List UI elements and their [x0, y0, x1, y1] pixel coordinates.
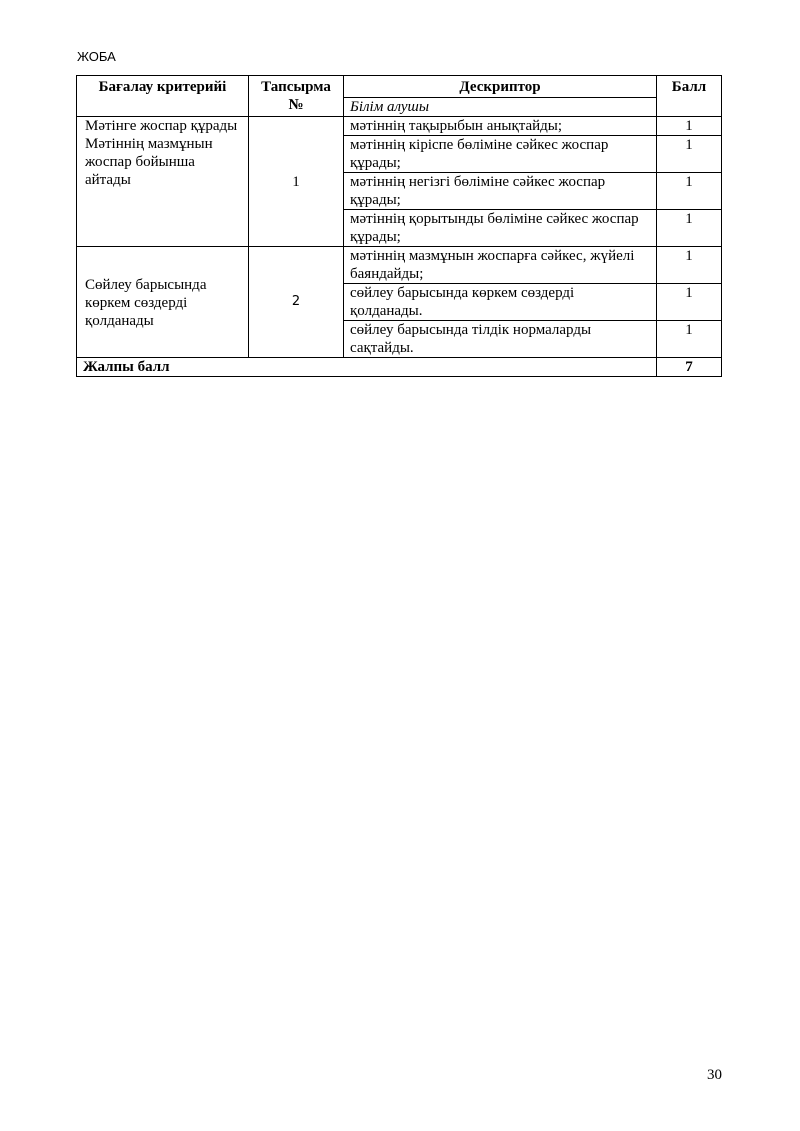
- score-cell: 1: [657, 284, 722, 321]
- assessment-rubric-table: [76, 75, 722, 377]
- score-cell: 1: [657, 321, 722, 358]
- score-cell: 1: [657, 173, 722, 210]
- total-label: Жалпы балл: [77, 358, 657, 377]
- descriptor-cell: мәтіннің тақырыбын анықтайды;: [344, 117, 657, 136]
- learner-subheader: Білім алушы: [344, 98, 657, 117]
- score-cell: 1: [657, 136, 722, 173]
- header-row: [77, 76, 722, 98]
- score-header: Балл: [657, 76, 722, 117]
- task-number-cell: 1: [249, 117, 344, 247]
- task-number-cell: 2: [249, 247, 344, 358]
- criterion-header: Бағалау критерийі: [77, 76, 249, 117]
- descriptor-header: Дескриптор: [344, 76, 657, 98]
- score-cell: 1: [657, 247, 722, 284]
- criterion-cell: Мәтінге жоспар құрады Мәтіннің мазмұнын жоспар бойынша айтады: [77, 117, 249, 247]
- descriptor-cell: мәтіннің қорытынды бөліміне сәйкес жоспар құрады;: [344, 210, 657, 247]
- descriptor-cell: мәтіннің мазмұнын жоспарға сәйкес, жүйелі баяндайды;: [344, 247, 657, 284]
- descriptor-cell: мәтіннің негізгі бөліміне сәйкес жоспар құрады;: [344, 173, 657, 210]
- descriptor-cell: сөйлеу барысында көркем сөздерді қолданады.: [344, 284, 657, 321]
- draft-watermark: ЖОБА: [77, 49, 116, 64]
- descriptor-cell: мәтіннің кіріспе бөліміне сәйкес жоспар құрады;: [344, 136, 657, 173]
- total-score: 7: [657, 358, 722, 377]
- descriptor-cell: сөйлеу барысында тілдік нормаларды сақтайды.: [344, 321, 657, 358]
- score-cell: 1: [657, 210, 722, 247]
- task-header: Тапсырма №: [249, 76, 344, 117]
- table-row: [77, 247, 722, 284]
- total-row: [77, 358, 722, 377]
- criterion-cell: Сөйлеу барысында көркем сөздерді қолданады: [77, 247, 249, 358]
- page-number: 30: [707, 1067, 722, 1083]
- table-row: [77, 117, 722, 136]
- score-cell: 1: [657, 117, 722, 136]
